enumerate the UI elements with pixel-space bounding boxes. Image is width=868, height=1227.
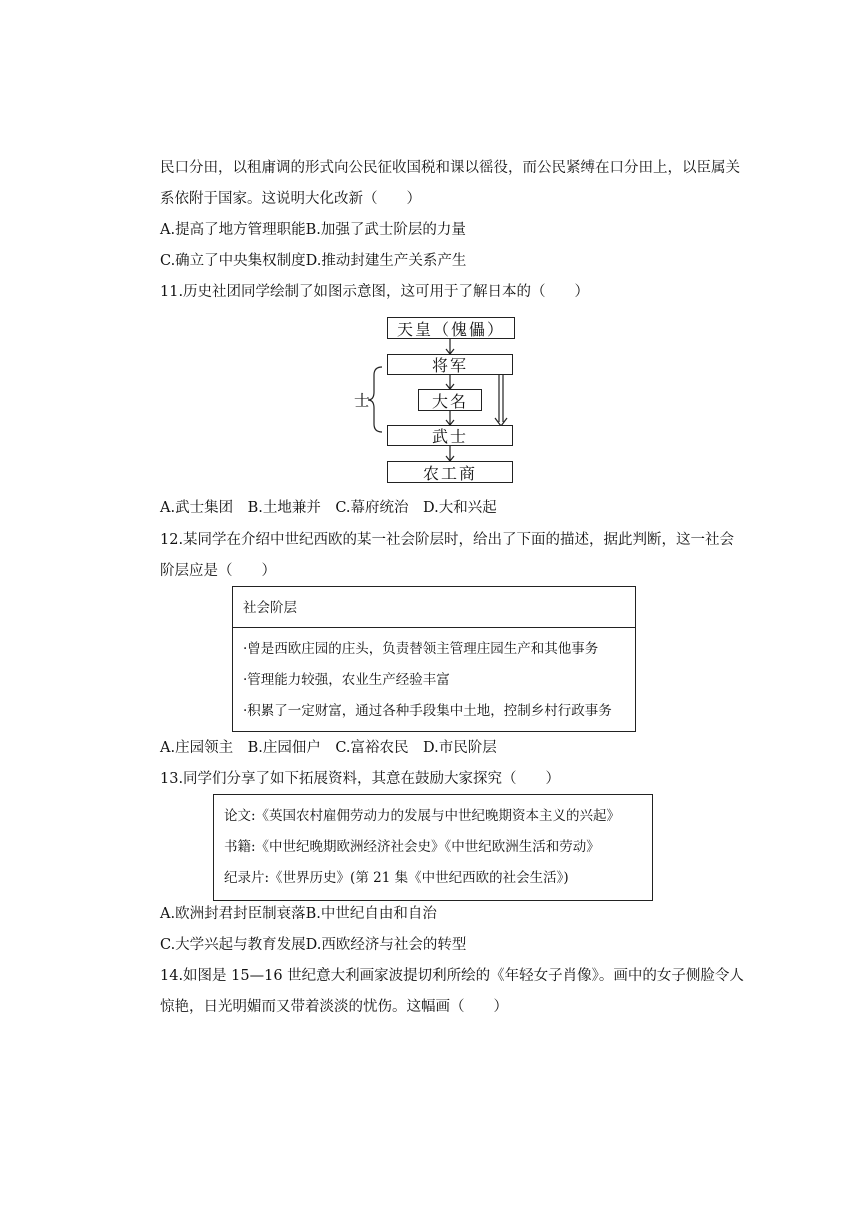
diagram-box-bushi: 武士 xyxy=(387,425,513,446)
resource-documentary: 纪录片:《世界历史》(第 21 集《中世纪西欧的社会生活》) xyxy=(224,870,569,886)
q10-stem-line1: 民口分田，以租庸调的形式向公民征收国税和课以徭役，而公民紧缚在口分田上，以臣属关 xyxy=(160,160,740,176)
diagram-box-daimyo: 大名 xyxy=(418,389,482,411)
table-divider xyxy=(233,627,635,628)
diagram-box-tenno: 天皇（傀儡） xyxy=(387,317,515,339)
q13-stem: 13.同学们分享了如下拓展资料，其意在鼓励大家探究（ ） xyxy=(160,771,561,787)
q14-stem-line2: 惊艳，日光明媚而又带着淡淡的忧伤。这幅画（ ） xyxy=(160,999,508,1015)
q12-options: A.庄园领主 B.庄园佃户 C.富裕农民 D.市民阶层 xyxy=(160,740,497,756)
table-row: ·管理能力较强，农业生产经验丰富 xyxy=(243,672,450,688)
q10-options-ab: A.提高了地方管理职能B.加强了武士阶层的力量 xyxy=(160,222,466,238)
resource-paper: 论文:《英国农村雇佣劳动力的发展与中世纪晚期资本主义的兴起》 xyxy=(224,808,621,824)
q10-options-cd: C.确立了中央集权制度D.推动封建生产关系产生 xyxy=(160,253,467,269)
table-header: 社会阶层 xyxy=(243,600,297,616)
q13-options-cd: C.大学兴起与教育发展D.西欧经济与社会的转型 xyxy=(160,937,467,953)
diagram-box-shogun: 将军 xyxy=(387,354,513,375)
q10-stem-line2: 系依附于国家。这说明大化改新（ ） xyxy=(160,191,421,207)
q14-stem-line1: 14.如图是 15—16 世纪意大利画家波提切利所绘的《年轻女子肖像》。画中的女子侧脸令人 xyxy=(160,968,744,984)
resource-books: 书籍:《中世纪晚期欧洲经济社会史》《中世纪欧洲生活和劳动》 xyxy=(224,839,600,855)
diagram-box-commoners: 农工商 xyxy=(387,461,513,483)
table-row: ·曾是西欧庄园的庄头，负责替领主管理庄园生产和其他事务 xyxy=(243,641,599,657)
q12-stem-line1: 12.某同学在介绍中世纪西欧的某一社会阶层时，给出了下面的描述，据此判断，这一社会 xyxy=(160,532,735,548)
q13-options-ab: A.欧洲封君封臣制衰落B.中世纪自由和自治 xyxy=(160,906,437,922)
table-row: ·积累了一定财富，通过各种手段集中土地，控制乡村行政事务 xyxy=(243,703,612,719)
bracket-label: 士 xyxy=(354,391,371,410)
q11-hierarchy-diagram xyxy=(350,312,530,487)
q12-stem-line2: 阶层应是（ ） xyxy=(160,563,276,579)
q12-description-table xyxy=(232,586,636,732)
q11-stem: 11.历史社团同学绘制了如图示意图，这可用于了解日本的（ ） xyxy=(160,284,590,300)
q13-resource-box xyxy=(213,794,653,901)
q11-options: A.武士集团 B.土地兼并 C.幕府统治 D.大和兴起 xyxy=(160,500,497,516)
